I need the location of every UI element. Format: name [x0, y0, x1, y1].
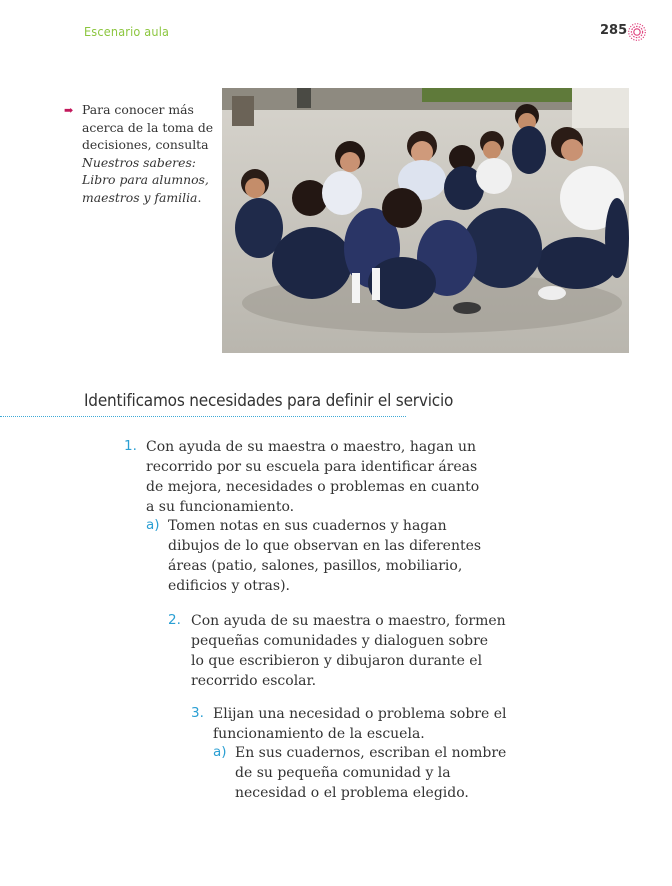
sun-emblem-icon [627, 22, 647, 42]
item-1-line: Con ayuda de su maestra o maestro, hagan un [146, 439, 476, 455]
item-1-text [146, 437, 479, 517]
item-1-line: recorrido por su escuela para identificar áreas [146, 459, 478, 475]
item-1-sub-a-line: Tomen notas en sus cuadernos y hagan [168, 518, 447, 534]
item-2-number: 2. [168, 612, 181, 628]
item-1-number: 1. [124, 438, 137, 454]
item-2-line: recorrido escolar. [191, 673, 317, 689]
section-title: Identificamos necesidades para definir el servicio [84, 391, 454, 411]
item-1-sub-a-letter: a) [146, 517, 160, 533]
item-2-line: lo que escribieron y dibujaron durante el [191, 653, 483, 669]
item-1-line: a su funcionamiento. [146, 499, 295, 515]
item-1-sub-a-line: áreas (patio, salones, pasillos, mobiliario, [168, 558, 463, 574]
item-3-sub-a-line: En sus cuadernos, escriban el nombre [235, 745, 507, 761]
side-note [64, 101, 224, 206]
side-note-book-title: Nuestros saberes: Libro para alumnos, maestros y familia [82, 154, 209, 205]
item-1-sub-a-line: dibujos de lo que observan en las diferentes [168, 538, 482, 554]
section-title-divider [0, 416, 406, 417]
arrow-right-icon: ➡ [64, 104, 74, 117]
item-1-line: de mejora, necesidades o problemas en cuanto [146, 479, 480, 495]
side-note-plain: Para conocer más acerca de la toma de decisiones, consulta [82, 102, 214, 152]
item-3-sub-a-line: de su pequeña comunidad y la [235, 765, 451, 781]
side-note-end: . [197, 189, 202, 205]
item-2-line: Con ayuda de su maestra o maestro, formen [191, 613, 506, 629]
item-3-sub-a-letter: a) [213, 744, 227, 760]
page-number: 285 [600, 23, 628, 38]
item-1-sub-a-text [168, 516, 481, 596]
item-3-line: Elijan una necesidad o problema sobre el [213, 706, 507, 722]
group-of-students-photo [222, 88, 629, 353]
item-3-number: 3. [191, 705, 204, 721]
item-1-sub-a-line: edificios y otras). [168, 578, 290, 594]
side-note-text [64, 101, 224, 206]
item-3-sub-a-text [235, 743, 506, 803]
header-section-title: Escenario aula [84, 24, 170, 39]
item-3-line: funcionamiento de la escuela. [213, 726, 425, 742]
item-2-text [191, 611, 506, 691]
item-2-line: pequeñas comunidades y dialoguen sobre [191, 633, 489, 649]
item-3-text [213, 704, 507, 744]
item-3-sub-a-line: necesidad o el problema elegido. [235, 785, 469, 801]
